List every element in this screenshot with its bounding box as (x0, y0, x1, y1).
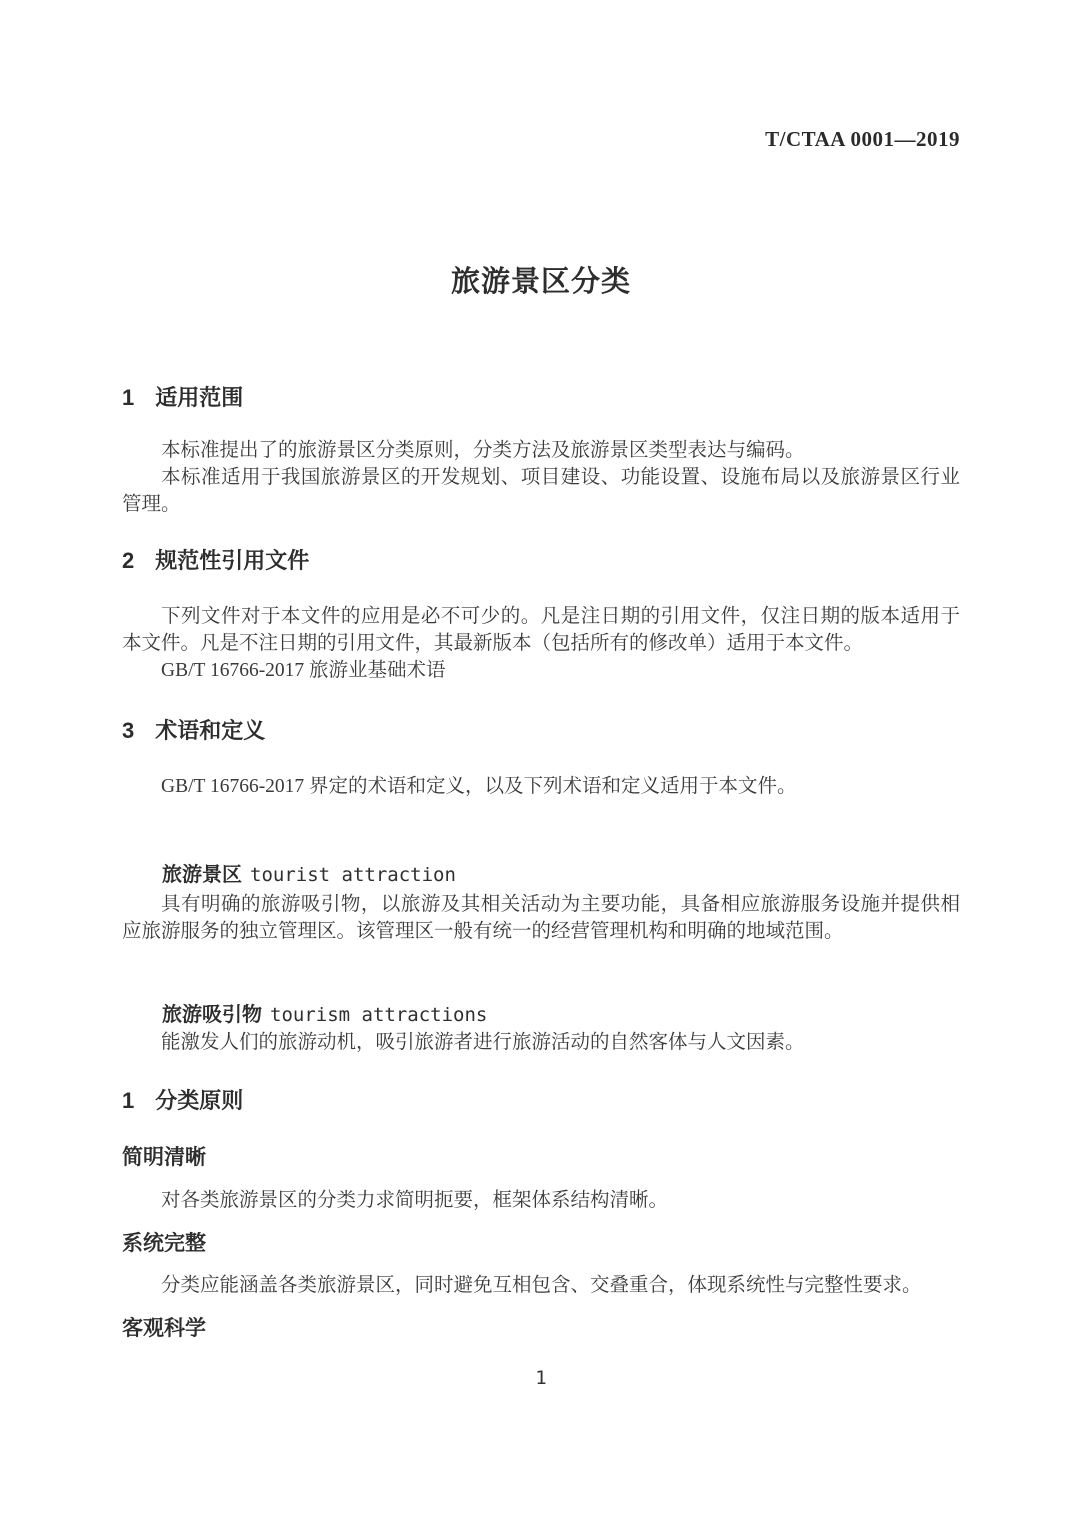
term-1-definition: 具有明确的旅游吸引物，以旅游及其相关活动为主要功能，具备相应旅游服务设施并提供相应旅游服务的独立管理区。该管理区一般有统一的经营管理机构和明确的地域范围。 (122, 894, 960, 942)
section-principles-title: 分类原则 (155, 1088, 244, 1113)
principle-3-heading: 客观科学 (122, 1317, 206, 1340)
section-scope-title: 适用范围 (155, 385, 244, 410)
term-2 (122, 1001, 960, 1029)
reference-entry: GB/T 16766-2017 旅游业基础术语 (161, 660, 446, 681)
terms-intro: GB/T 16766-2017 界定的术语和定义，以及下列术语和定义适用于本文件。 (161, 776, 797, 797)
scope-paragraph-1: 本标准提出了的旅游景区分类原则，分类方法及旅游景区类型表达与编码。 (161, 440, 805, 461)
section-terms-number: 3 (122, 718, 135, 743)
references-paragraph: 下列文件对于本文件的应用是必不可少的。凡是注日期的引用文件，仅注日期的版本适用于本文件。凡是不注日期的引用文件，其最新版本（包括所有的修改单）适用于本文件。 (122, 606, 960, 654)
scope-paragraph-2: 本标准适用于我国旅游景区的开发规划、项目建设、功能设置、设施布局以及旅游景区行业管理。 (122, 467, 960, 515)
principle-1-heading: 简明清晰 (122, 1146, 206, 1169)
doc-number: T/CTAA 0001—2019 (765, 127, 960, 151)
section-scope-heading (122, 383, 960, 413)
section-references-heading (122, 546, 960, 576)
principle-2-text: 分类应能涵盖各类旅游景区，同时避免互相包含、交叠重合，体现系统性与完整性要求。 (161, 1275, 922, 1296)
section-terms-title: 术语和定义 (155, 718, 266, 743)
section-references-title: 规范性引用文件 (155, 548, 310, 573)
section-terms-heading (122, 716, 960, 746)
term-1-en: tourist attraction (250, 864, 456, 886)
term-1-zh: 旅游景区 (162, 864, 242, 886)
principle-2-heading: 系统完整 (122, 1232, 206, 1255)
page-number: 1 (535, 1367, 547, 1389)
section-references-number: 2 (122, 548, 135, 573)
term-2-en: tourism attractions (270, 1004, 488, 1026)
term-2-definition: 能激发人们的旅游动机，吸引旅游者进行旅游活动的自然客体与人文因素。 (161, 1032, 805, 1053)
term-1 (122, 861, 960, 889)
section-scope-number: 1 (122, 385, 135, 410)
document-title: 旅游景区分类 (450, 266, 631, 298)
term-2-zh: 旅游吸引物 (162, 1004, 262, 1026)
section-principles-number: 1 (122, 1088, 135, 1113)
section-principles-heading (122, 1086, 960, 1116)
principle-1-text: 对各类旅游景区的分类力求简明扼要，框架体系结构清晰。 (161, 1190, 669, 1211)
